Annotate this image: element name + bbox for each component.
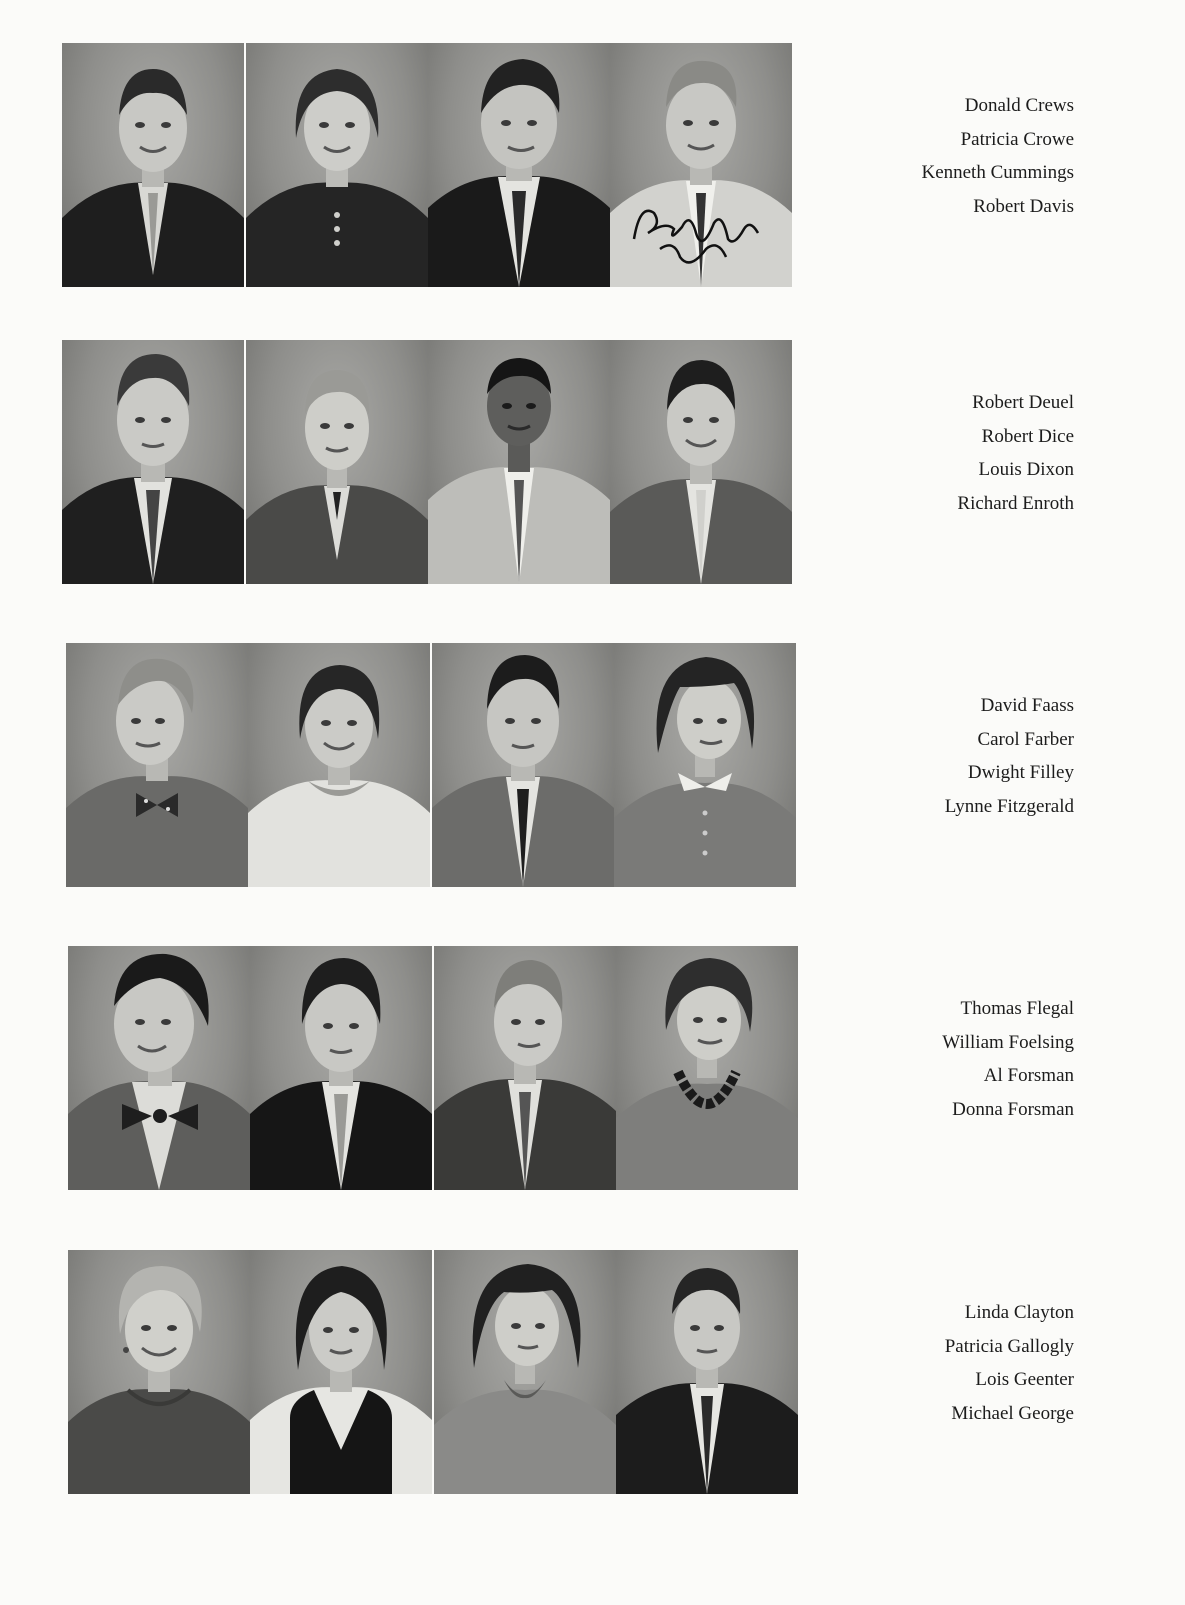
portrait-photo	[66, 643, 248, 887]
name-list	[945, 689, 1074, 823]
student-name: David Faass	[980, 695, 1074, 716]
student-name: Donna Forsman	[952, 1098, 1074, 1120]
portrait-strip	[62, 340, 806, 584]
portrait-photo	[434, 1250, 616, 1494]
student-name: Donald Crews	[964, 95, 1074, 116]
portrait-photo	[246, 340, 428, 584]
portrait-photo	[616, 1250, 798, 1494]
portrait-photo	[610, 43, 792, 287]
portrait-strip	[62, 946, 806, 1190]
name-list	[957, 386, 1074, 520]
portrait-photo	[434, 946, 616, 1190]
portrait-photo	[614, 643, 796, 887]
student-name: Robert Dice	[981, 425, 1074, 447]
portrait-strip	[62, 1250, 806, 1494]
portrait-strip	[62, 43, 806, 287]
student-name: Lynne Fitzgerald	[944, 795, 1074, 817]
portrait-row	[0, 1250, 1185, 1500]
name-list	[921, 89, 1074, 223]
portrait-row	[0, 946, 1185, 1196]
student-name: Patricia Gallogly	[944, 1335, 1074, 1357]
portrait-photo	[246, 43, 428, 287]
portrait-photo	[250, 946, 432, 1190]
student-name: Robert Deuel	[972, 392, 1074, 413]
portrait-photo	[62, 340, 244, 584]
portrait-row	[0, 643, 1185, 893]
student-name: William Foelsing	[942, 1031, 1074, 1053]
student-name: Robert Davis	[973, 195, 1074, 217]
student-name: Patricia Crowe	[960, 128, 1074, 150]
student-name: Richard Enroth	[957, 492, 1074, 514]
portrait-photo	[62, 43, 244, 287]
portrait-photo	[250, 1250, 432, 1494]
portrait-photo	[248, 643, 430, 887]
student-name: Kenneth Cummings	[921, 162, 1074, 183]
student-name: Al Forsman	[983, 1065, 1074, 1086]
name-list	[945, 1296, 1074, 1430]
student-name: Lois Geenter	[975, 1369, 1074, 1390]
portrait-row	[0, 43, 1185, 293]
portrait-photo	[68, 1250, 250, 1494]
portrait-row	[0, 340, 1185, 590]
name-list	[942, 992, 1074, 1126]
portrait-photo	[428, 43, 610, 287]
portrait-strip	[62, 643, 806, 887]
portrait-photo	[68, 946, 250, 1190]
student-name: Linda Clayton	[964, 1302, 1074, 1323]
student-name: Thomas Flegal	[960, 998, 1074, 1019]
portrait-photo	[428, 340, 610, 584]
student-name: Carol Farber	[977, 728, 1074, 750]
student-name: Michael George	[951, 1402, 1074, 1424]
portrait-photo	[432, 643, 614, 887]
student-name: Dwight Filley	[967, 762, 1074, 783]
student-name: Louis Dixon	[978, 459, 1074, 480]
portrait-photo	[616, 946, 798, 1190]
portrait-photo	[610, 340, 792, 584]
